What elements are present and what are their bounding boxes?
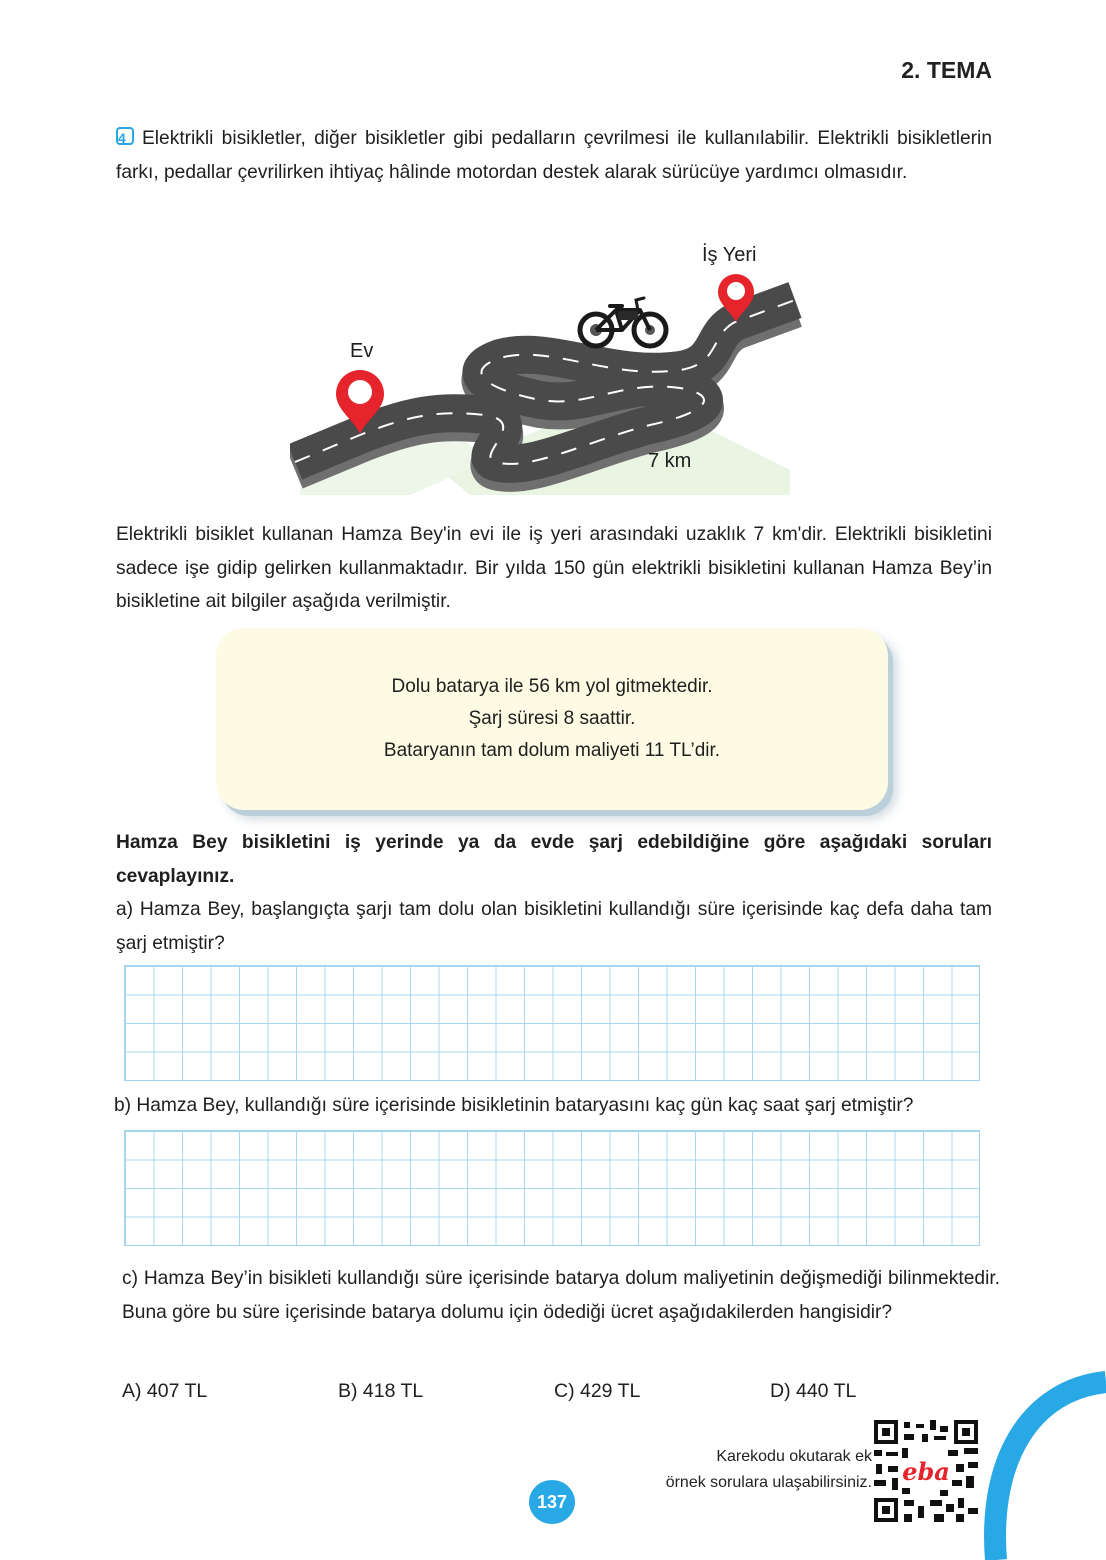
intro-paragraph [116,122,992,189]
theme-title: 2. TEMA [901,57,992,83]
info-line-charge-time: Şarj süresi 8 saattir. [468,708,636,729]
qr-caption-line2: örnek sorulara ulaşabilirsiniz. [665,1474,872,1491]
page-number: 137 [529,1480,575,1524]
question-c: c) Hamza Bey’in bisikleti kullandığı süre içerisinde batarya dolum maliyetinin değişmediği bilinmektedir. Buna göre bu süre içerisinde batarya dolumu için ödediği ücret aşağıdakilerden hangisidir? [122,1268,1000,1323]
option-a[interactable]: A) 407 TL [122,1380,208,1402]
info-line-cost: Bataryanın tam dolum maliyeti 11 TL’dir. [383,740,721,761]
option-b[interactable]: B) 418 TL [338,1380,424,1402]
question-b: b) Hamza Bey, kullandığı süre içerisinde bisikletinin bataryasını kaç gün kaç saat şarj etmiştir? [114,1095,914,1116]
info-line-range: Dolu batarya ile 56 km yol gitmektedir. [391,676,713,697]
intro-text: Elektrikli bisikletler, diğer bisikletler gibi pedalların çevrilmesi ile kullanılabilir. Elektrikli bisikletlerin farkı, pedallar çevrilirken ihtiyaç hâlinde motordan destek alarak sürücüye yardımcı olmasıdır. [116,128,992,183]
answer-grid-b[interactable] [124,1130,980,1246]
qr-caption-line1: Karekodu okutarak ek [716,1448,872,1465]
option-c[interactable]: C) 429 TL [554,1380,641,1402]
eba-logo [900,1454,952,1488]
work-label: İş Yeri [702,244,757,266]
home-label: Ev [350,340,374,362]
svg-text:eba: eba [902,1457,950,1486]
story-paragraph: Elektrikli bisiklet kullanan Hamza Bey'in evi ile iş yeri arasındaki uzaklık 7 km'dir. Elektrikli bisikletini sadece işe gidip gelirken kullanmaktadır. Bir yılda 150 gün elektrikli bisikletini kullanan Hamza Bey’in bisikletine ait bilgiler aşağıda verilmiştir. [116,524,992,612]
question-number-badge: 4 [116,127,134,145]
bicycle-icon [580,298,666,346]
info-box [216,628,888,810]
option-d[interactable]: D) 440 TL [770,1380,857,1402]
answer-grid-a[interactable] [124,965,980,1081]
instruction-text: Hamza Bey bisikletini iş yerinde ya da evde şarj edebildiğine göre aşağıdaki soruları cevaplayınız. [116,832,992,887]
question-a: a) Hamza Bey, başlangıçta şarjı tam dolu olan bisikletini kullandığı süre içerisinde kaç defa daha tam şarj etmiştir? [116,899,992,954]
distance-label: 7 km [648,450,692,472]
road-illustration [290,240,810,500]
corner-arc-decoration [960,1370,1106,1560]
